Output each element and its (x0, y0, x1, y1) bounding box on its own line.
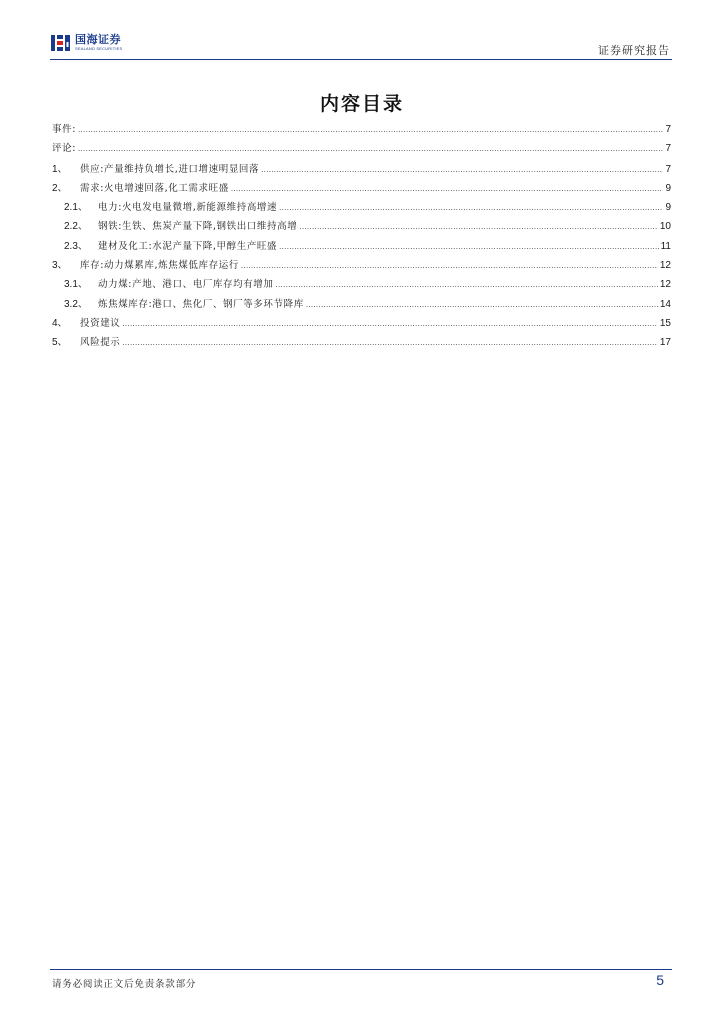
toc-entry-page: 11 (660, 240, 671, 252)
toc-entry[interactable] (52, 275, 671, 294)
toc-dot-leader (276, 280, 658, 289)
toc-entry[interactable] (52, 179, 671, 198)
table-of-contents (52, 121, 671, 353)
toc-dot-leader (241, 261, 658, 270)
toc-title: 内容目录 (319, 93, 404, 115)
toc-dot-leader (122, 319, 657, 328)
toc-entry-number: 3.2、 (64, 298, 88, 310)
toc-dot-leader (78, 144, 663, 153)
logo-text (75, 34, 122, 52)
page-number: 5 (656, 972, 664, 988)
toc-entry-page: 17 (659, 337, 671, 349)
report-type-label: 证券研究报告 (598, 44, 670, 57)
toc-entry-title: 库存:动力煤累库,炼焦煤低库存运行 (80, 260, 239, 272)
toc-entry[interactable] (52, 237, 671, 256)
footer-divider (50, 969, 672, 970)
sealand-logo-icon (50, 33, 72, 53)
toc-dot-leader (122, 338, 657, 347)
toc-entry-number: 5、 (52, 337, 68, 349)
toc-entry-title: 评论: (52, 143, 77, 155)
toc-entry-title: 风险提示 (80, 337, 121, 349)
toc-entry-page: 10 (659, 221, 671, 233)
toc-entry[interactable] (52, 314, 671, 333)
toc-entry-number: 1、 (52, 163, 68, 175)
toc-entry[interactable] (52, 256, 671, 275)
toc-entry-title: 电力:火电发电量微增,新能源维持高增速 (98, 202, 278, 214)
toc-entry-number: 2、 (52, 182, 68, 194)
toc-dot-leader (279, 242, 658, 251)
toc-entry-page: 9 (665, 202, 671, 214)
toc-entry[interactable] (52, 198, 671, 217)
toc-entry-page: 15 (659, 317, 671, 329)
toc-entry-page: 7 (665, 163, 671, 175)
toc-entry[interactable] (52, 140, 671, 159)
toc-dot-leader (231, 184, 664, 193)
toc-dot-leader (279, 203, 663, 212)
toc-entry-title: 动力煤:产地、港口、电厂库存均有增加 (98, 279, 274, 291)
toc-entry-title: 建材及化工:水泥产量下降,甲醇生产旺盛 (98, 240, 278, 252)
toc-entry-page: 7 (665, 124, 671, 135)
toc-entry-number: 4、 (52, 317, 68, 329)
toc-dot-leader (261, 165, 663, 174)
toc-entry-number: 2.2、 (64, 221, 88, 233)
toc-entry-page: 14 (659, 298, 671, 310)
toc-entry-title: 投资建议 (80, 317, 121, 329)
company-logo (50, 32, 122, 54)
toc-entry-number: 2.3、 (64, 240, 88, 252)
footer-disclaimer: 请务必阅读正文后免责条款部分 (52, 979, 197, 990)
toc-entry-title: 需求:火电增速回落,化工需求旺盛 (80, 182, 229, 194)
toc-entry[interactable] (52, 121, 671, 140)
toc-dot-leader (306, 300, 658, 309)
logo-chinese-name: 国海证券 (75, 33, 121, 46)
toc-entry[interactable] (52, 333, 671, 352)
toc-entry-number: 2.1、 (64, 202, 88, 214)
toc-entry-number: 3.1、 (64, 279, 88, 291)
toc-entry-page: 7 (665, 143, 671, 155)
page-header (50, 28, 672, 58)
toc-entry[interactable] (52, 217, 671, 236)
toc-entry-page: 9 (665, 182, 671, 194)
toc-entry-title: 供应:产量维持负增长,进口增速明显回落 (80, 163, 260, 175)
toc-entry-page: 12 (659, 279, 671, 291)
toc-entry-title: 炼焦煤库存:港口、焦化厂、钢厂等多环节降库 (98, 298, 304, 310)
toc-entry[interactable] (52, 160, 671, 179)
toc-entry-page: 12 (659, 260, 671, 272)
toc-entry-title: 事件: (52, 124, 77, 135)
logo-english-name: SEALAND SECURITIES (75, 46, 123, 51)
toc-dot-leader (78, 125, 663, 134)
toc-entry-title: 钢铁:生铁、焦炭产量下降,钢铁出口维持高增 (98, 221, 298, 233)
toc-dot-leader (299, 222, 658, 231)
toc-entry[interactable] (52, 295, 671, 314)
header-divider (50, 59, 672, 60)
toc-entry-number: 3、 (52, 260, 68, 272)
